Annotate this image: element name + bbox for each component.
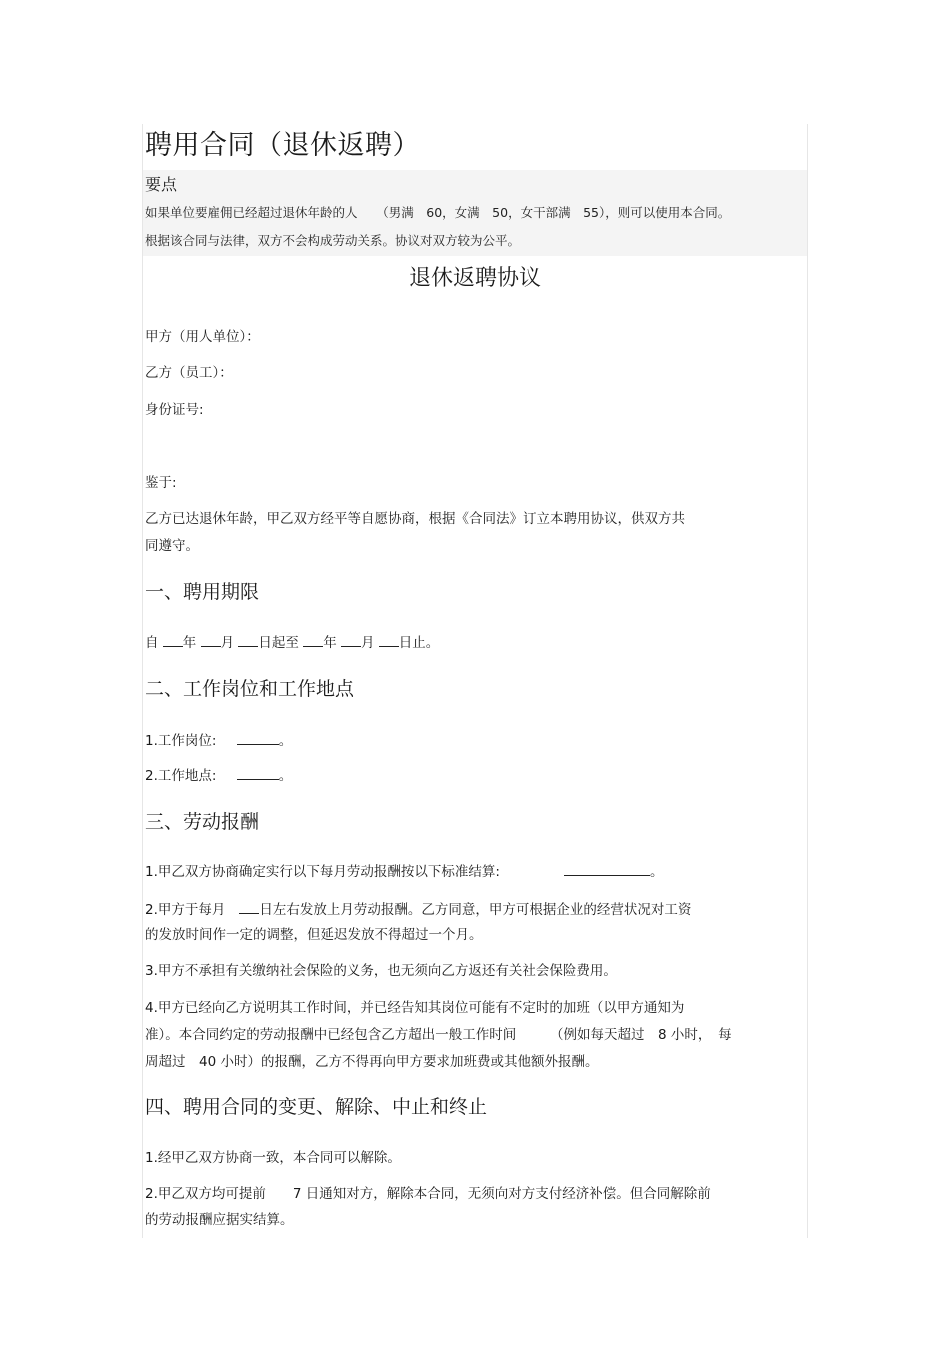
work-post-label: 1.工作岗位: (145, 733, 217, 749)
term-text-until: 日起至 (258, 635, 299, 651)
key-points-line-1: 如果单位要雇佣已经超过退休年龄的人 （男满 60，女满 50，女干部满 55），则可以使用本合同。 (145, 205, 731, 220)
term-text-year: 年 (182, 635, 197, 651)
key-points-heading: 要点 (145, 175, 178, 194)
term-text-year-2: 年 (323, 635, 337, 651)
pay-clause-4-line-3: 周超过 40 小时）的报酬，乙方不得再向甲方要求加班费或其他额外报酬。 (145, 1054, 599, 1070)
blank-work-place[interactable] (237, 765, 279, 780)
pay-clause-1-end: 。 (649, 864, 664, 880)
work-place-line (145, 765, 292, 786)
term-text-month-2: 月 (360, 635, 375, 651)
termination-clause-2-line-1: 2.甲乙双方均可提前 7 日通知对方，解除本合同，无须向对方支付经济补偿。但合同解除前 (145, 1186, 711, 1202)
blank-end-day[interactable] (379, 632, 399, 647)
blank-work-post[interactable] (237, 730, 279, 745)
intro-line-2: 同遵守。 (145, 538, 199, 554)
blank-start-month[interactable] (201, 632, 221, 647)
party-a-label: 甲方（用人单位）： (145, 329, 260, 345)
blank-end-year[interactable] (303, 632, 323, 647)
work-place-label: 2.工作地点: (145, 768, 217, 784)
work-post-end: 。 (278, 733, 293, 749)
blank-start-year[interactable] (163, 632, 183, 647)
party-b-label: 乙方（员工）： (145, 365, 233, 381)
pay-clause-2-text-a: 2.甲方于每月 (145, 902, 226, 918)
blank-start-day[interactable] (238, 632, 258, 647)
term-text-month: 月 (220, 635, 235, 651)
work-post-line (145, 730, 292, 751)
id-number-label: 身份证号: (145, 402, 204, 418)
key-points-line-2: 根据该合同与法律，双方不会构成劳动关系。协议对双方较为公平。 (145, 233, 521, 248)
work-place-end: 。 (278, 768, 293, 784)
blank-pay-day[interactable] (239, 899, 259, 914)
section-4-heading: 四、聘用合同的变更、解除、中止和终止 (145, 1096, 488, 1118)
blank-pay-standard[interactable] (564, 861, 650, 876)
pay-clause-3: 3.甲方不承担有关缴纳社会保险的义务，也无须向乙方返还有关社会保险费用。 (145, 963, 617, 979)
intro-line-1: 乙方已达退休年龄，甲乙双方经平等自愿协商，根据《合同法》订立本聘用协议，供双方共 (145, 511, 685, 527)
document-title: 聘用合同（退休返聘） (145, 130, 420, 161)
section-1-heading: 一、聘用期限 (145, 581, 260, 603)
term-clause (145, 632, 439, 653)
term-text-from: 自 (145, 635, 159, 651)
section-3-heading: 三、劳动报酬 (145, 811, 260, 833)
section-2-heading: 二、工作岗位和工作地点 (145, 678, 355, 700)
document-page (142, 124, 808, 1238)
agreement-title: 退休返聘协议 (408, 266, 541, 291)
termination-clause-2-line-2: 的劳动报酬应据实结算。 (145, 1212, 294, 1228)
whereas-label: 鉴于: (145, 475, 177, 491)
pay-clause-2-line-2: 的发放时间作一定的调整，但延迟发放不得超过一个月。 (145, 927, 483, 943)
pay-clause-1 (145, 861, 663, 882)
term-text-end: 日止。 (398, 635, 440, 651)
termination-clause-1: 1.经甲乙双方协商一致，本合同可以解除。 (145, 1150, 401, 1166)
pay-clause-1-text: 1.甲乙双方协商确定实行以下每月劳动报酬按以下标准结算: (145, 864, 500, 880)
pay-clause-2-line-1 (145, 899, 691, 920)
pay-clause-4-line-2: 准）。本合同约定的劳动报酬中已经包含乙方超出一般工作时间 （例如每天超过 8 小时， 每 (145, 1027, 732, 1043)
pay-clause-4-line-1: 4.甲方已经向乙方说明其工作时间，并已经告知其岗位可能有不定时的加班（以甲方通知为 (145, 1000, 685, 1016)
blank-end-month[interactable] (341, 632, 361, 647)
key-points-box (143, 170, 807, 256)
pay-clause-2-text-b: 日左右发放上月劳动报酬。乙方同意，甲方可根据企业的经营状况对工资 (259, 902, 692, 918)
